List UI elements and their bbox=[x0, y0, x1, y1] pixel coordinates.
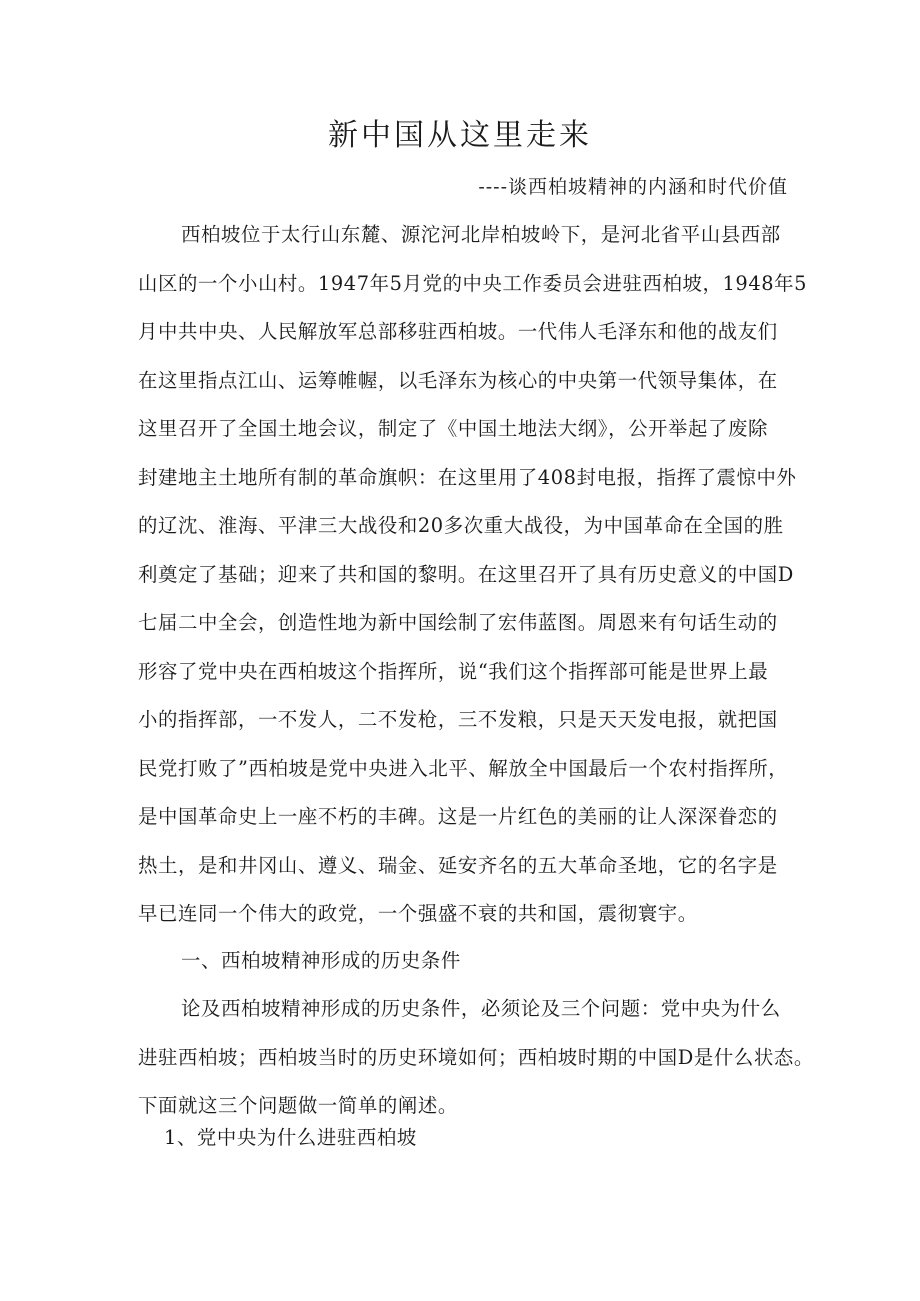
paragraph-line: 下面就这三个问题做一简单的阐述。 bbox=[138, 1094, 458, 1117]
document-title: 新中国从这里走来 bbox=[328, 118, 592, 153]
document-subtitle: ----谈西柏坡精神的内涵和时代价值 bbox=[478, 176, 788, 198]
paragraph-line: 的辽沈、淮海、平津三大战役和20多次重大战役，为中国革命在全国的胜 bbox=[138, 514, 784, 537]
paragraph-line: 是中国革命史上一座不朽的丰碑。这是一片红色的美丽的让人深深眷恋的 bbox=[138, 805, 778, 828]
paragraph-line: 这里召开了全国土地会议，制定了《中国土地法大纲》，公开举起了废除 bbox=[138, 417, 768, 440]
paragraph-line: 热土，是和井冈山、遵义、瑞金、延安齐名的五大革命圣地，它的名字是 bbox=[138, 853, 778, 877]
paragraph-line: 小的指挥部，一不发人，二不发枪，三不发粮，只是天天发电报，就把国 bbox=[138, 708, 778, 731]
intro-paragraph bbox=[138, 211, 808, 939]
paragraph-line: 利奠定了基础；迎来了共和国的黎明。在这里召开了具有历史意义的中国D bbox=[138, 562, 794, 586]
paragraph-line: 在这里指点江山、运筹帷幄，以毛泽东为核心的中央第一代领导集体，在 bbox=[138, 368, 778, 392]
paragraph-line: 进驻西柏坡；西柏坡当时的历史环境如何；西柏坡时期的中国D是什么状态。 bbox=[138, 1045, 814, 1069]
paragraph-line: 封建地主土地所有制的革命旗帜：在这里用了408封电报，指挥了震惊中外 bbox=[138, 465, 797, 489]
paragraph-line: 形容了党中央在西柏坡这个指挥所，说“我们这个指挥部可能是世界上最 bbox=[138, 659, 769, 683]
paragraph-line: 月中共中央、人民解放军总部移驻西柏坡。一代伟人毛泽东和他的战友们 bbox=[138, 320, 778, 343]
paragraph-line: 西柏坡位于太行山东麓、源沱河北岸柏坡岭下，是河北省平山县西部 bbox=[181, 223, 781, 246]
paragraph-line: 七届二中全会，创造性地为新中国绘制了宏伟蓝图。周恩来有句话生动的 bbox=[138, 611, 778, 634]
section-paragraph bbox=[138, 985, 814, 1131]
paragraph-line: 早已连同一个伟大的政党，一个强盛不衰的共和国，震彻寰宇。 bbox=[138, 902, 698, 925]
paragraph-line: 民党打败了”西柏坡是党中央进入北平、解放全中国最后一个农村指挥所， bbox=[138, 756, 789, 780]
section-heading: 一、西柏坡精神形成的历史条件 bbox=[181, 949, 461, 972]
paragraph-line: 论及西柏坡精神形成的历史条件，必须论及三个问题：党中央为什么 bbox=[181, 997, 781, 1020]
paragraph-line: 山区的一个小山村。1947年5月党的中央工作委员会进驻西柏坡，1948年5 bbox=[138, 271, 808, 295]
sub-heading: 1、党中央为什么进驻西柏坡 bbox=[164, 1126, 417, 1149]
